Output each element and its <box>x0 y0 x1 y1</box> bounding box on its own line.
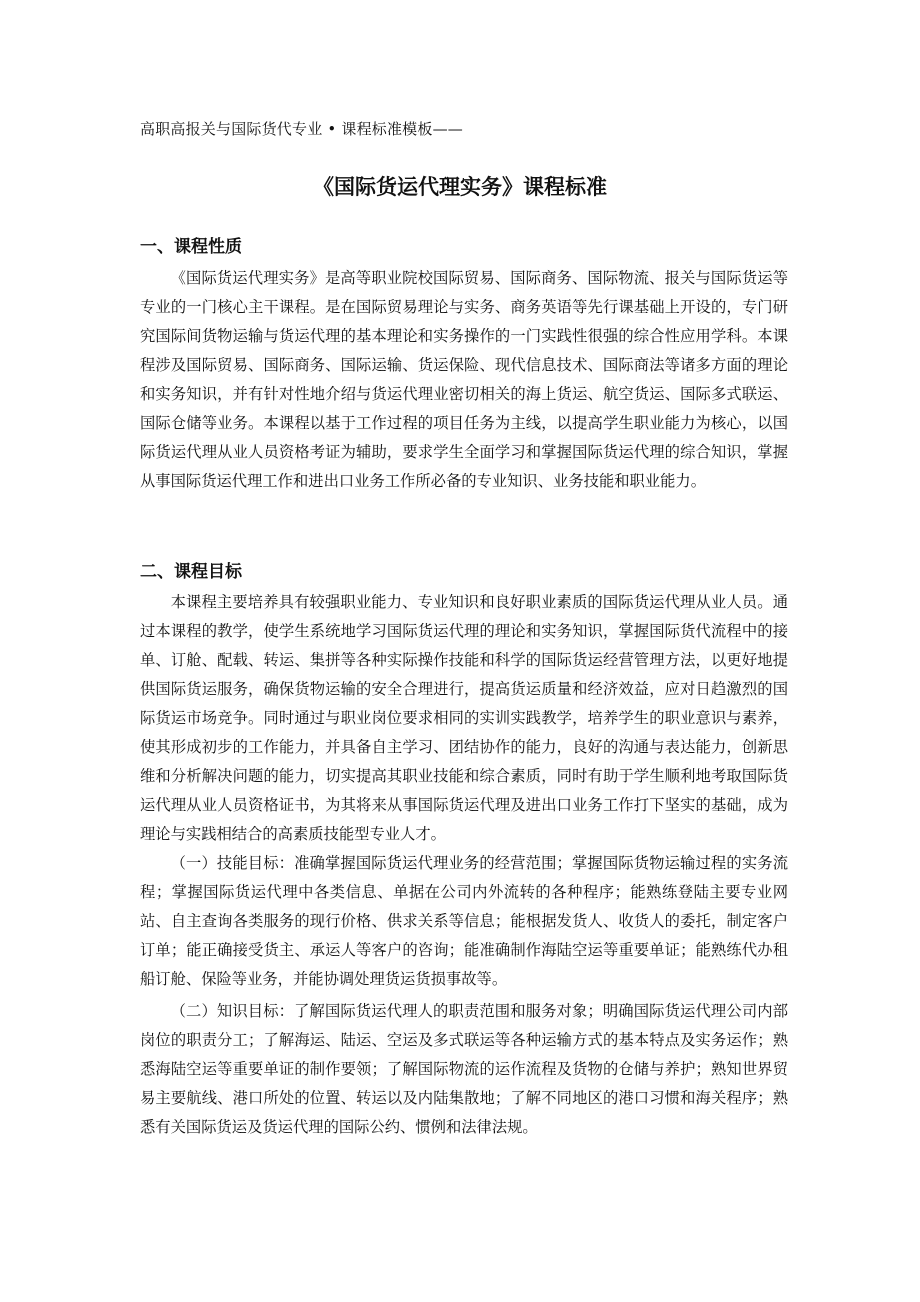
paragraph-skill-goals: （一）技能目标：准确掌握国际货运代理业务的经营范围；掌握国际货物运输过程的实务流程；掌握国际货运代理中各类信息、单据在公司内外流转的各种程序；能熟练登陆主要专业网站、自主查询各类服务的现行价格、供求关系等信息；能根据发货人、收货人的委托，制定客户订单；能正确接受货主、承运人等客户的咨询；能准确制作海陆空运等重要单证；能熟练代办租船订舱、保险等业务，并能协调处理货运货损事故等。 <box>140 854 788 988</box>
paragraph-course-goals: 本课程主要培养具有较强职业能力、专业知识和良好职业素质的国际货运代理从业人员。通过本课程的教学，使学生系统地学习国际货运代理的理论和实务知识，掌握国际货代流程中的接单、订舱、配载、转运、集拼等各种实际操作技能和科学的国际货运经营管理方法，以更好地提供国际货运服务，确保货物运输的安全合理进行，提高货运质量和经济效益，应对日趋激烈的国际货运市场竞争。同时通过与职业岗位要求相同的实训实践教学，培养学生的职业意识与素养，使其形成初步的工作能力，并具备自主学习、团结协作的能力，良好的沟通与表达能力，创新思维和分析解决问题的能力，切实提高其职业技能和综合素质，同时有助于学生顺利地考取国际货运代理从业人员资格证书，为其将来从事国际货运代理及进出口业务工作打下坚实的基础，成为理论与实践相结合的高素质技能型专业人才。 <box>140 593 788 843</box>
section-heading-course-goals: 二、课程目标 <box>140 562 242 582</box>
paragraph-course-nature: 《国际货运代理实务》是高等职业院校国际贸易、国际商务、国际物流、报关与国际货运等专业的一门核心主干课程。是在国际贸易理论与实务、商务英语等先行课基础上开设的，专门研究国际间货物运输与货运代理的基本理论和实务操作的一门实践性很强的综合性应用学科。本课程涉及国际贸易、国际商务、国际运输、货运保险、现代信息技术、国际商法等诸多方面的理论和实务知识，并有针对性地介绍与货运代理业密切相关的海上货运、航空货运、国际多式联运、国际仓储等业务。本课程以基于工作过程的项目任务为主线，以提高学生职业能力为核心，以国际货运代理从业人员资格考证为辅助，要求学生全面学习和掌握国际货运代理的综合知识，掌握从事国际货运代理工作和进出口业务工作所必备的专业知识、业务技能和职业能力。 <box>140 269 788 490</box>
section-heading-course-nature: 一、课程性质 <box>140 237 242 257</box>
document-title: 《国际货运代理实务》课程标准 <box>313 175 607 199</box>
paragraph-knowledge-goals: （二）知识目标：了解国际货运代理人的职责范围和服务对象；明确国际货运代理公司内部岗位的职责分工；了解海运、陆运、空运及多式联运等各种运输方式的基本特点及实务运作；熟悉海陆空运等重要单证的制作要领；了解国际物流的运作流程及货物的仓储与养护；熟知世界贸易主要航线、港口所处的位置、转运以及内陆集散地；了解不同地区的港口习惯和海关程序；熟悉有关国际货运及货运代理的国际公约、惯例和法律法规。 <box>140 1002 788 1136</box>
document-subtitle: 高职高报关与国际货代专业 • 课程标准模板—— <box>140 120 463 138</box>
